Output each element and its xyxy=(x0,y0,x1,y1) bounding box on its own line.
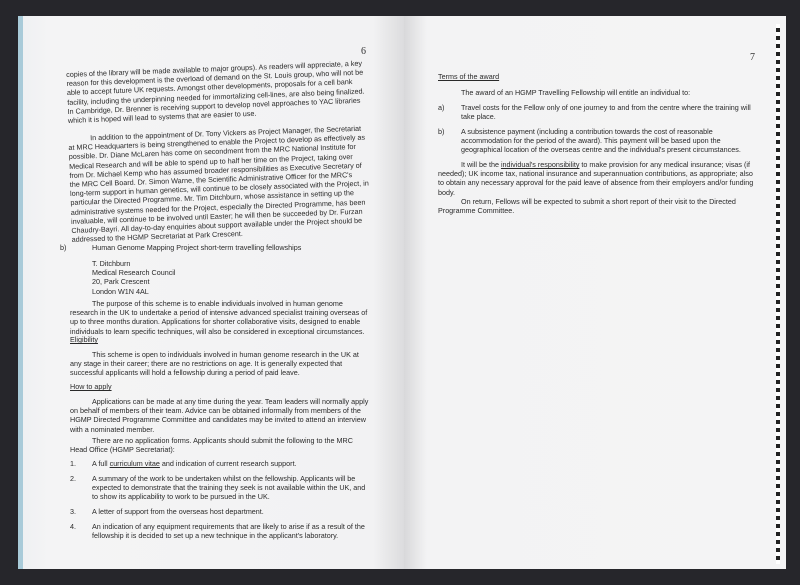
terms-item: b) A subsistence payment (including a contribution towards the cost of reasonable accommodation for the period of the award). This payment will be based upon the geographical location of the overseas centre and the individual's present circumstances. xyxy=(438,127,741,155)
terms-heading: Terms of the award xyxy=(438,72,500,81)
list-item: 1. A full curriculum vitae and indication of current research support. xyxy=(70,459,297,468)
address-line: T. Ditchburn xyxy=(92,259,131,268)
page-number-right: 7 xyxy=(750,52,755,63)
secretariat-paragraph: In addition to the appointment of Dr. Tony Vickers as Project Manager, the Secretariat at MRC Headquarters is being strengthened to enable the Project to develop as effectively as possible. Dr. Diane McLaren has come on secondment from the MRC National Institute for Medical Research and will be able to spend up to half her time on the Project, taking over from Dr. Michael Kemp who has assumed broader responsibilities as Executive Secretary of the MRC Cell Board. Dr. Simon Warne, the Scientific Administrative Officer for the MRC's long-term support in human genetics, will continue to be closely associated with the Project, in particular the Directed Programme. Mr. Tim Ditchburn, whose assistance in setting up the administrative systems needed for the Project, especially the Directed Programme, has been invaluable, will continue to be involved until Easter; he will then be succeeded by Dr. Furzan Chaudry-Bayri. All day-to-day enquiries about support available under the Project should be addressed to the HGMP Secretariat at Park Crescent. xyxy=(68,123,369,245)
list-item: 2. A summary of the work to be undertaken whilst on the fellowship. Applicants will be expected to demonstrate that the training they seek is not available within the UK, and to show its applicability to work to be pursued in the UK. xyxy=(70,474,366,502)
list-item: 4. An indication of any equipment requirements that are likely to arise if as a result of the fellowship it is decided to set up a new technique in the applicant's laboratory. xyxy=(70,522,365,541)
how-to-apply-heading: How to apply xyxy=(70,382,112,391)
forms-paragraph: There are no application forms. Applicants should submit the following to the MRC Head Office (HGMP Secretariat): xyxy=(70,436,353,455)
address-line: Medical Research Council xyxy=(92,268,176,278)
eligibility-heading: Eligibility xyxy=(70,335,98,344)
terms-item: a) Travel costs for the Fellow only of one journey to and from the centre where the training will take place. xyxy=(438,103,751,122)
purpose-paragraph: The purpose of this scheme is to enable individuals involved in human genome research in the UK to undertake a period of intensive advanced specialist training overseas of up to three months duration. Applications for shorter collaborative visits, designed to enable individuals to learn specific techniques, will also be considered in exceptional circumstances. xyxy=(70,299,368,336)
address-block xyxy=(92,259,292,296)
address-line: 20, Park Crescent xyxy=(92,277,150,287)
right-page xyxy=(404,16,786,569)
return-paragraph: On return, Fellows will be expected to submit a short report of their visit to the Directed Programme Committee. xyxy=(438,197,736,216)
apply-paragraph: Applications can be made at any time during the year. Team leaders will normally apply on behalf of members of their team. Advice can be obtained informally from members of the HGMP Directed Programme Committee and candidates may be invited to attend an interview with a nominated member. xyxy=(70,397,369,434)
scan-ruler xyxy=(776,24,780,564)
document-spread xyxy=(18,16,786,569)
list-item: 3. A letter of support from the overseas host department. xyxy=(70,507,264,516)
address-line: London W1N 4AL xyxy=(92,286,149,296)
responsibility-paragraph: It will be the individual's responsibility to make provision for any medical insurance; visas (if needed); UK income tax, national insurance and superannuation contributions, as appropriate; also to obtain any necessary approval for the paid leave of absence from their employers and/or funding body. xyxy=(438,160,754,197)
intro-paragraph: copies of the library will be made available to major groups). As readers will appreciate, a key reason for this development is the overload of demand on the St. Louis group, who will not be able to accept future UK requests. Amongst other developments, proposals for a cell bank facility, including the underpinning needed for immortalizing cell-lines, are also being finalized. In Cambridge, Dr. Brenner is receiving support to develop novel approaches to YAC libraries which it is hoped will lead to systems that are easier to use. xyxy=(66,58,365,125)
left-page: 6 copies of the library will be made available to major groups). As readers will appreciate, a key reason for this development is the overload of demand on the St. Louis group, who will not be able to accept future UK requests. Amongst other developments, proposals for a cell bank facility, including the underpinning needed for immortalizing cell-lines, are also being finalized. In Cambridge, Dr. Brenner is receiving support to develop novel approaches to YAC libraries which it is hoped will lead to systems that are easier to use. In addition to the appointment of Dr. Tony Vickers as Project Manager, the Secretariat at MRC Headquarters is being strengthened to enable the Project to develop as effectively as possible. Dr. Diane McLaren has come on secondment from the MRC National Institute for Medical Research and will be able to spend up to half her time on the Project, taking over from Dr. Michael Kemp who has assumed broader responsibilities as Executive Secretary of the MRC Cell Board. Dr. Simon Warne, the Scientific Administrative Officer for the MRC's long-term support in human genetics, will continue to be closely associated with the Project, in particular the Directed Programme. Mr. Tim Ditchburn, whose assistance in setting up the administrative systems needed for the Project, especially the Directed Programme, has been invaluable, will continue to be involved until Easter; he will then be succeeded by Dr. Furzan Chaudry-Bayri. All day-to-day enquiries about support available under the Project should be addressed to the HGMP Secretariat at Park Crescent. b) Human Genome Mapping Project short-term travelling fellowships T. Ditchburn Medical Research Council 20, Park Crescent London W1N 4AL The purpose of this scheme is to enable individuals involved in human genome research in the UK to undertake a period of intensive advanced specialist training overseas of up to three months duration. Applications for shorter collaborative visits, designed to enable individuals to learn specific techniques, will also be considered in exceptional circumstances. Eligibility This scheme is open to individuals involved in human genome research in the UK at any stage in their career; there are no restrictions on age. It is generally expected that successful applicants will hold a fellowship during a period of paid leave. How to apply Applications can be made at any time during the year. Team leaders will normally apply on behalf of members of their team. Advice can be obtained informally from members of the HGMP Directed Programme Committee and candidates may be invited to attend an interview with a nominated member. There are no application forms. Applicants should submit the following to the MRC Head Office (HGMP Secretariat): 1. A full curriculum vitae and indication of current research support. 2. A summary of the work to be undertaken whilst on the fellowship. Applicants will be expected to demonstrate that the training they seek is not available within the UK, and to show its applicability to work to be pursued in the UK. 3. A letter of support from the overseas host department. 4. An indication of any equipment requirements that are likely to arise if as a result of the fellowship it is decided to set up a new technique in the applicant's laboratory. xyxy=(18,16,404,569)
page-number-left: 6 xyxy=(361,46,366,57)
eligibility-paragraph: This scheme is open to individuals involved in human genome research in the UK at any stage in their career; there are no restrictions on age. It is generally expected that successful applicants will hold a fellowship during a period of paid leave. xyxy=(70,350,359,378)
page-edge xyxy=(18,16,23,569)
terms-intro: The award of an HGMP Travelling Fellowship will entitle an individual to: xyxy=(461,88,691,97)
